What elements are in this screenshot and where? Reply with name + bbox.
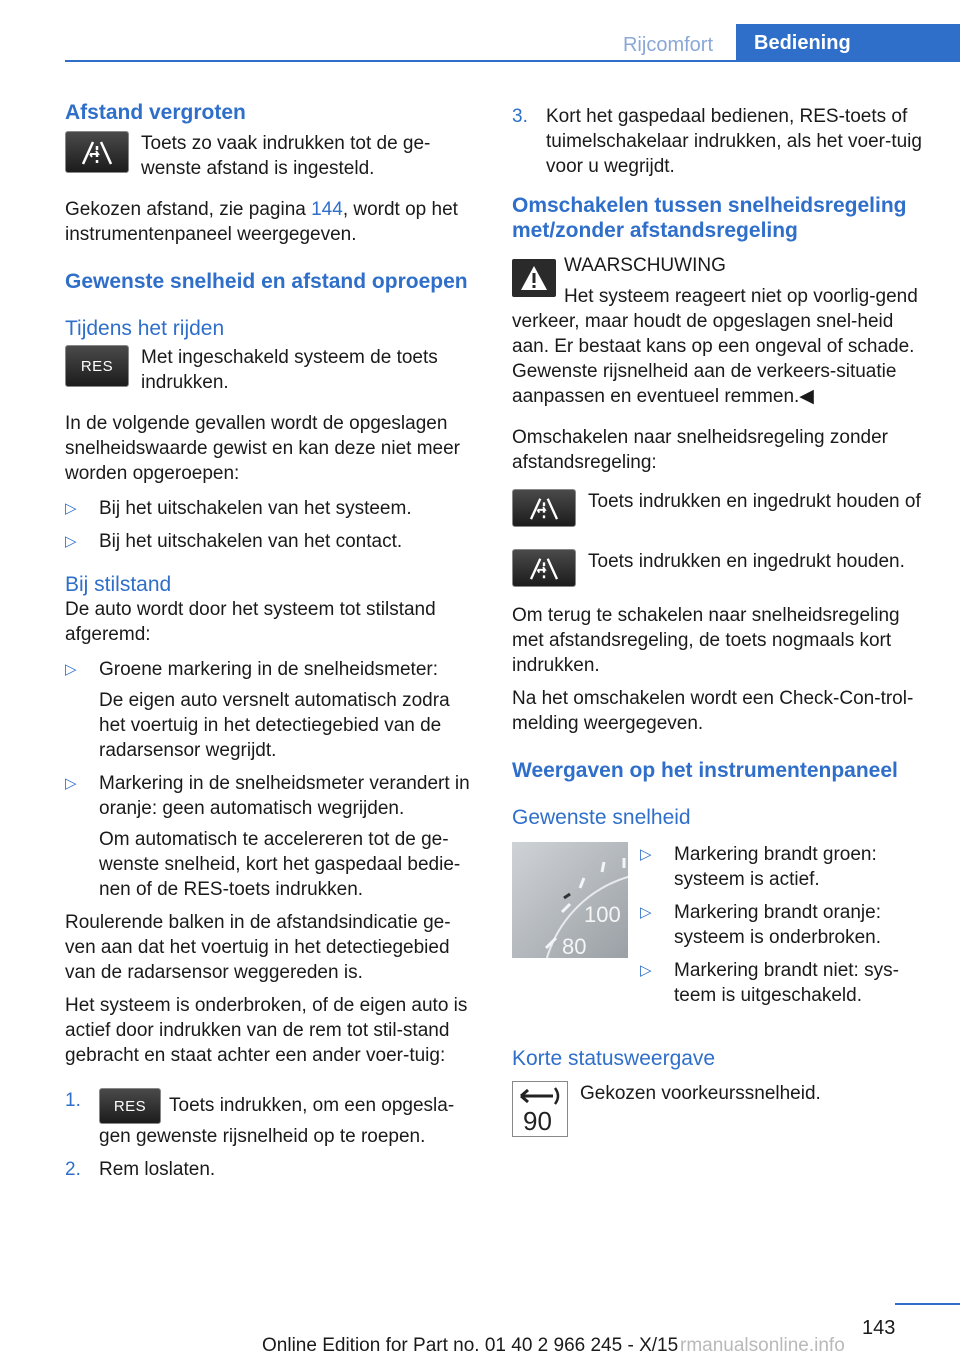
distance-key-icon — [512, 489, 576, 527]
heading-weergaven: Weergaven op het instrumentenpaneel — [512, 759, 898, 782]
step-list — [65, 1088, 480, 1182]
header-section-rijcomfort: Rijcomfort — [622, 34, 713, 56]
header-section-bediening: Bediening — [736, 24, 960, 62]
bullet-subtext: Om automatisch te accelereren tot de ge-wenste snelheid, kort het gaspedaal bedie-nen of de RES-toets indrukken. — [99, 829, 461, 900]
omschakelen-naar-paragraph: Omschakelen naar snelheidsregeling zonder afstandsregeling: — [512, 427, 889, 473]
speedo-label-100: 100 — [584, 902, 621, 927]
warning-block — [512, 253, 932, 409]
list-item — [512, 104, 932, 179]
edition-text: Online Edition for Part no. 01 40 2 966 245 - X/15 — [262, 1335, 679, 1356]
bullet-text: Markering brandt groen: systeem is actief. — [674, 844, 877, 890]
gekozen-paragraph — [65, 197, 480, 247]
res-key-icon: RES — [99, 1088, 161, 1124]
heading-omschakelen: Omschakelen tussen snelheidsregeling met/zonder afstandsregeling — [512, 194, 907, 242]
step-list-cont — [512, 104, 932, 179]
list-item — [640, 958, 932, 1008]
step-number: 2. — [65, 1159, 81, 1180]
distance-key-icon — [65, 131, 129, 173]
korte-block — [512, 1081, 932, 1137]
bullet-text: Bij het uitschakelen van het contact. — [99, 531, 403, 552]
step-number: 3. — [512, 106, 528, 127]
triangle-bullet-icon: ▷ — [640, 904, 652, 921]
list-item — [65, 1157, 480, 1182]
roulerende-paragraph: Roulerende balken in de afstandsindicatie ge-ven aan dat het voertuig in het detectiegebied van de radarsensor weggereden is. — [65, 912, 451, 983]
warning-triangle-icon — [512, 259, 556, 297]
res-button-row — [65, 345, 480, 395]
bullet-text: Groene markering in de snelheidsmeter: — [99, 659, 439, 680]
triangle-bullet-icon: ▷ — [65, 661, 77, 678]
gekozen-post: , wordt op het instrumentenpaneel weergegeven. — [65, 199, 458, 245]
list-item — [65, 657, 480, 763]
preferred-speed-icon — [512, 1081, 568, 1137]
hold-button-text-2: Toets indrukken en ingedrukt houden. — [588, 551, 905, 572]
footer-rule — [895, 1303, 960, 1305]
na-paragraph: Na het omschakelen wordt een Check-Con-trol-melding weergegeven. — [512, 688, 914, 734]
heading-bij-stilstand: Bij stilstand — [65, 573, 172, 596]
triangle-bullet-icon: ▷ — [65, 533, 77, 550]
step-number: 1. — [65, 1090, 81, 1111]
page-link-144[interactable]: 144 — [311, 199, 343, 220]
speedometer-image — [512, 842, 628, 958]
bullet-list-2 — [65, 657, 480, 902]
bullet-subtext: De eigen auto versnelt automatisch zodra het voertuig in het detectiegebied van de radarsensor wegrijdt. — [99, 690, 450, 761]
gekozen-pre: Gekozen afstand, zie pagina — [65, 199, 312, 220]
speedo-block — [512, 842, 932, 1016]
step-text: Kort het gaspedaal bedienen, RES-toets of tuimelschakelaar indrukken, als het voer-tuig voor u wegrijdt. — [546, 106, 922, 177]
distance-button-row — [65, 131, 480, 181]
korte-text: Gekozen voorkeurssnelheid. — [580, 1083, 821, 1104]
header-rule — [65, 60, 960, 62]
volgende-paragraph: In de volgende gevallen wordt de opgeslagen snelheidswaarde gewist en kan deze niet meer worden opgeroepen: — [65, 413, 461, 484]
triangle-bullet-icon: ▷ — [65, 775, 77, 792]
warning-title: WAARSCHUWING — [564, 255, 726, 276]
hold-button-row-1 — [512, 489, 932, 527]
heading-gewenste-snelheid-afstand: Gewenste snelheid en afstand oproepen — [65, 270, 468, 293]
preferred-speed-value: 90 — [523, 1106, 552, 1136]
triangle-bullet-icon: ▷ — [640, 962, 652, 979]
heading-korte-statusweergave: Korte statusweergave — [512, 1047, 716, 1070]
list-item — [65, 529, 480, 554]
left-column — [65, 100, 480, 1190]
list-item — [65, 496, 480, 521]
res-key-icon: RES — [65, 345, 129, 387]
step-text: Rem loslaten. — [99, 1159, 216, 1180]
page-number: 143 — [862, 1317, 896, 1339]
bullet-text: Bij het uitschakelen van het systeem. — [99, 498, 412, 519]
bullet-list-1 — [65, 496, 480, 554]
heading-afstand-vergroten: Afstand vergroten — [65, 101, 246, 124]
list-item — [65, 771, 480, 902]
heading-gewenste-snelheid: Gewenste snelheid — [512, 806, 691, 829]
heading-tijdens-het-rijden: Tijdens het rijden — [65, 317, 225, 340]
speedo-label-80: 80 — [562, 934, 587, 958]
list-item — [640, 900, 932, 950]
bullet-text: Markering in de snelheidsmeter verandert in oranje: geen automatisch wegrijden. — [99, 773, 470, 819]
stilstand-text: De auto wordt door het systeem tot stilstand afgeremd: — [65, 599, 436, 645]
distance-button-text: Toets zo vaak indrukken tot de ge-wenste afstand is ingesteld. — [141, 133, 431, 179]
hold-button-text-1: Toets indrukken en ingedrukt houden of — [588, 491, 921, 512]
tijdens-text: Met ingeschakeld systeem de toets indrukken. — [141, 347, 438, 393]
watermark: rmanualsonline.info — [680, 1335, 845, 1356]
hold-button-row-2 — [512, 549, 932, 587]
warning-text: Het systeem reageert niet op voorlig-gend verkeer, maar houdt de opgeslagen snel-heid aan. Er bestaat kans op een ongeval of schade. Gewenste rijsnelheid aan de verkeers-situatie aanpassen en eventueel remmen.◀ — [512, 286, 918, 407]
step-text: Toets indrukken, om een opgesla-gen gewenste rijsnelheid op te roepen. — [99, 1095, 455, 1147]
distance-key-icon — [512, 549, 576, 587]
speedo-bullets — [640, 842, 932, 1016]
right-column — [512, 100, 932, 1137]
list-item — [65, 1088, 480, 1149]
onderbroken-paragraph: Het systeem is onderbroken, of de eigen auto is actief door indrukken van de rem tot stil-stand gebracht en staat achter een ander voer-tuig: — [65, 995, 468, 1066]
list-item — [640, 842, 932, 892]
triangle-bullet-icon: ▷ — [65, 500, 77, 517]
bullet-text: Markering brandt oranje: systeem is onderbroken. — [674, 902, 881, 948]
triangle-bullet-icon: ▷ — [640, 846, 652, 863]
bullet-text: Markering brandt niet: sys-teem is uitgeschakeld. — [674, 960, 899, 1006]
terug-paragraph: Om terug te schakelen naar snelheidsregeling met afstandsregeling, de toets nogmaals kort indrukken. — [512, 605, 900, 676]
